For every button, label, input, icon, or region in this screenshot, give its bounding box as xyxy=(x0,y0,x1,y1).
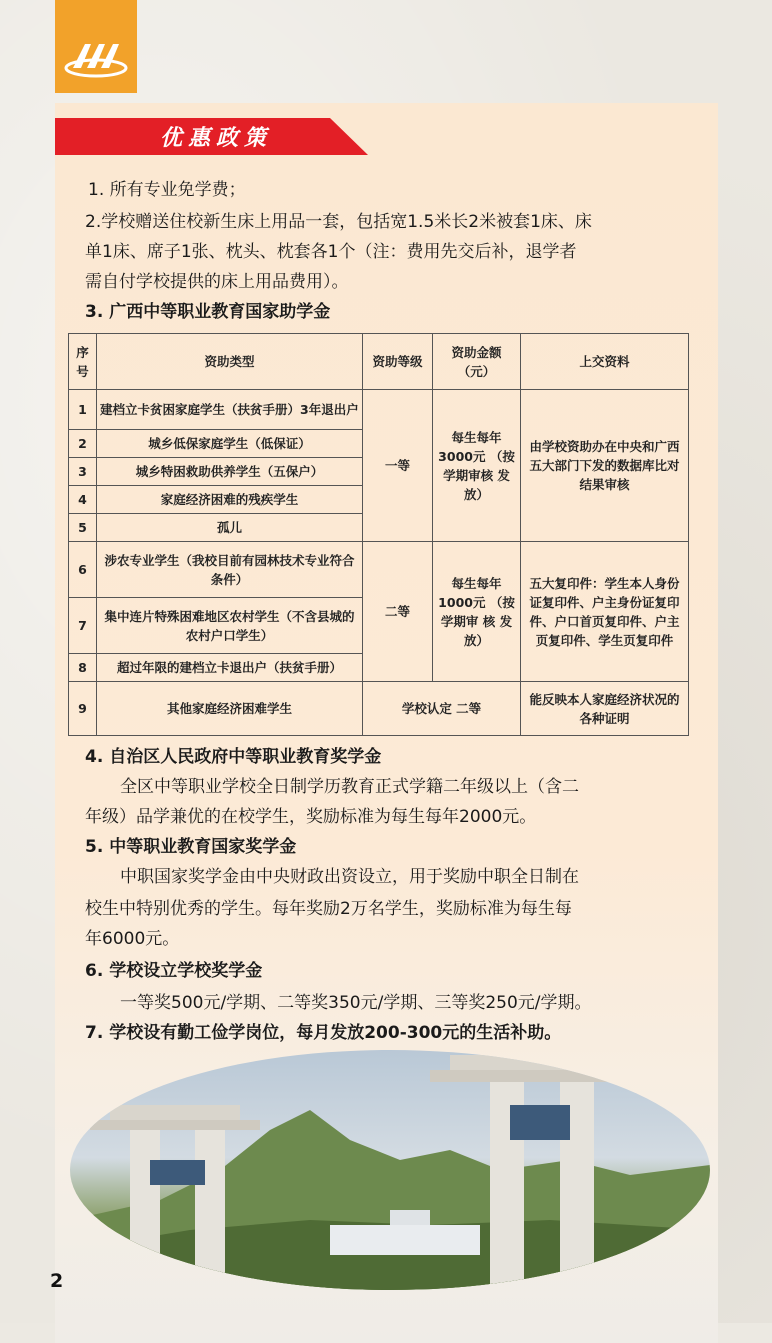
row-type: 集中连片特殊困难地区农村学生（不含县城的农村户口学生） xyxy=(97,598,363,654)
row-no: 4 xyxy=(69,486,97,514)
header-no: 序号 xyxy=(69,334,97,390)
header-amount: 资助金额（元） xyxy=(433,334,521,390)
row9-level: 学校认定 二等 xyxy=(363,682,521,736)
policy-item-1: 1. 所有专业免学费； xyxy=(88,180,246,200)
section-4-heading: 4. 自治区人民政府中等职业教育奖学金 xyxy=(85,747,382,767)
row-no: 2 xyxy=(69,430,97,458)
table-row xyxy=(69,542,689,598)
aid-table xyxy=(68,333,689,736)
row-type: 城乡低保家庭学生（低保证） xyxy=(97,430,363,458)
section-title: 优惠政策 xyxy=(160,125,273,151)
header-materials: 上交资料 xyxy=(521,334,689,390)
row-no: 5 xyxy=(69,514,97,542)
campus-gate-photo xyxy=(70,1050,710,1290)
row9-materials: 能反映本人家庭经济状况的各种证明 xyxy=(521,682,689,736)
campus-gate-illustration xyxy=(70,1050,710,1290)
section-7-heading: 7. 学校设有勤工俭学岗位，每月发放200-300元的生活补助。 xyxy=(85,1023,562,1043)
row-type: 城乡特困救助供养学生（五保户） xyxy=(97,458,363,486)
section-6-heading: 6. 学校设立学校奖学金 xyxy=(85,961,263,981)
section-5-heading: 5. 中等职业教育国家奖学金 xyxy=(85,837,297,857)
group1-amount: 每生每年 3000元 （按学期审核 发放） xyxy=(433,390,521,542)
school-logo-icon xyxy=(63,38,129,78)
group1-level: 一等 xyxy=(363,390,433,542)
page-number: 2 xyxy=(50,1270,64,1292)
table-row xyxy=(69,682,689,736)
section-5-line-1: 中职国家奖学金由中央财政出资设立，用于奖励中职全日制在 xyxy=(120,867,579,887)
row-no: 8 xyxy=(69,654,97,682)
policy-item-2-line-2: 单1床、席子1张、枕头、枕套各1个（注：费用先交后补，退学者 xyxy=(85,242,577,262)
table-row xyxy=(69,390,689,430)
row-no: 7 xyxy=(69,598,97,654)
header-type: 资助类型 xyxy=(97,334,363,390)
group2-amount: 每生每年 1000元 （按学期审 核 发放） xyxy=(433,542,521,682)
policy-item-2-line-1: 2.学校赠送住校新生床上用品一套，包括宽1.5米长2米被套1床、床 xyxy=(85,212,592,232)
policy-item-2-line-3: 需自付学校提供的床上用品费用）。 xyxy=(85,272,349,292)
group2-materials: 五大复印件：学生本人身份证复印件、户主身份证复印件、户口首页复印件、户主页复印件、学生页复印件 xyxy=(521,542,689,682)
row-no: 3 xyxy=(69,458,97,486)
row-no: 9 xyxy=(69,682,97,736)
logo-tab xyxy=(55,0,137,93)
section-5-line-2: 校生中特别优秀的学生。每年奖励2万名学生，奖励标准为每生每 xyxy=(85,899,572,919)
section-4-line-1: 全区中等职业学校全日制学历教育正式学籍二年级以上（含二 xyxy=(120,777,579,797)
group1-materials: 由学校资助办在中央和广西五大部门下发的数据库比对结果审核 xyxy=(521,390,689,542)
header-level: 资助等级 xyxy=(363,334,433,390)
row-type: 建档立卡贫困家庭学生（扶贫手册）3年退出户 xyxy=(97,390,363,430)
section-5-line-3: 年6000元。 xyxy=(85,929,180,949)
row-type: 孤儿 xyxy=(97,514,363,542)
policy-item-3-heading: 3. 广西中等职业教育国家助学金 xyxy=(85,302,331,322)
table-header-row xyxy=(69,334,689,390)
group2-level: 二等 xyxy=(363,542,433,682)
row-type: 超过年限的建档立卡退出户（扶贫手册） xyxy=(97,654,363,682)
section-6-line-1: 一等奖500元/学期、二等奖350元/学期、三等奖250元/学期。 xyxy=(120,993,592,1013)
row-no: 1 xyxy=(69,390,97,430)
row-type: 其他家庭经济困难学生 xyxy=(97,682,363,736)
row-type: 家庭经济困难的残疾学生 xyxy=(97,486,363,514)
row-no: 6 xyxy=(69,542,97,598)
row-type: 涉农专业学生（我校目前有园林技术专业符合条件） xyxy=(97,542,363,598)
section-4-line-2: 年级）品学兼优的在校学生，奖励标准为每生每年2000元。 xyxy=(85,807,537,827)
